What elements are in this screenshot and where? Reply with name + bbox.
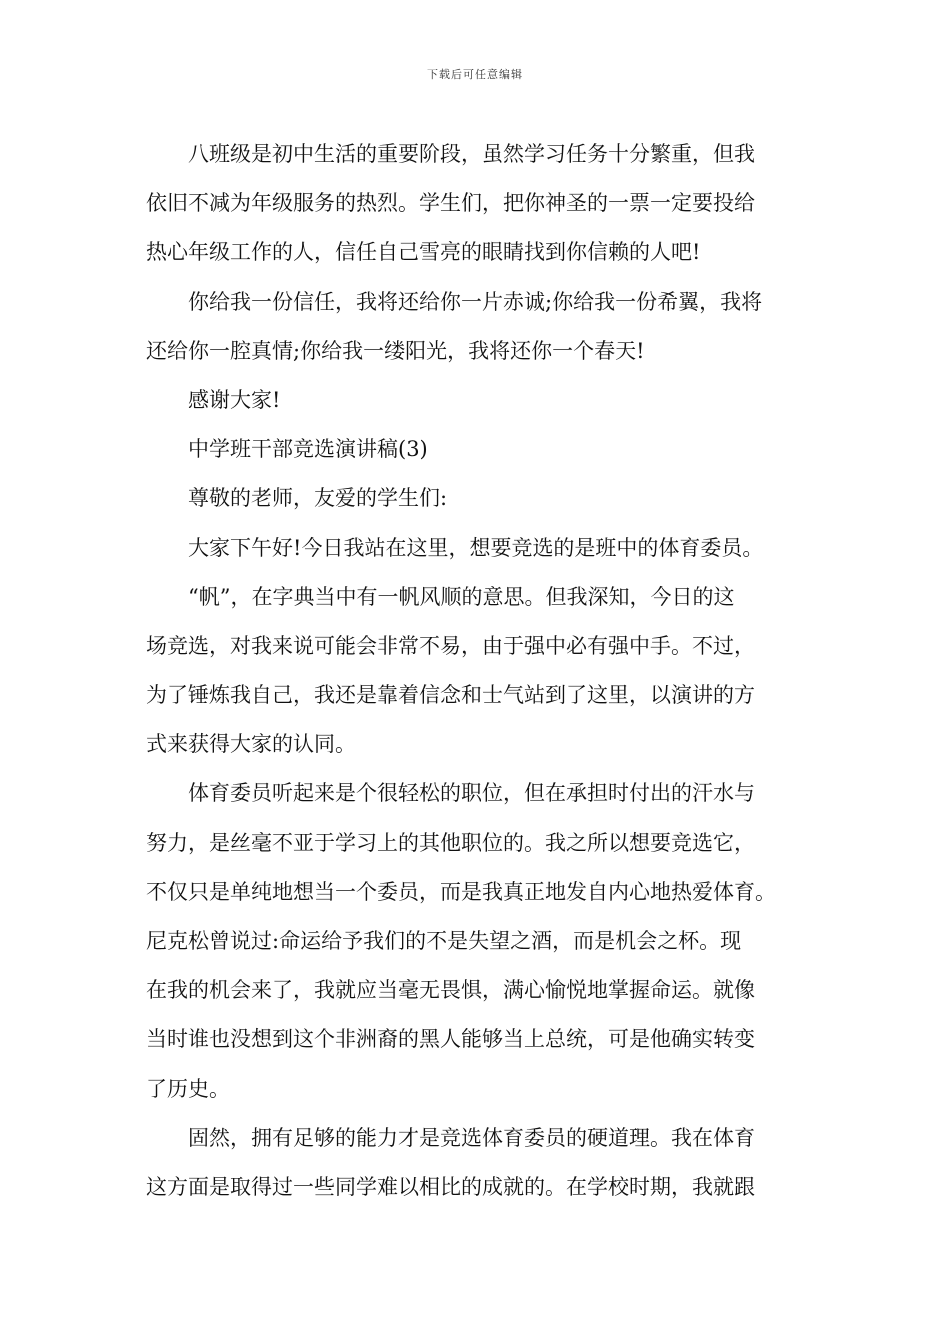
text-line: 当时谁也没想到这个非洲裔的黑人能够当上总统，可是他确实转变: [146, 1027, 755, 1052]
text-line: 尼克松曾说过:命运给予我们的不是失望之酒，而是机会之杯。现: [146, 929, 742, 953]
text-line: 这方面是取得过一些同学难以相比的成就的。在学校时期，我就跟: [146, 1174, 755, 1199]
text-line: 式来获得大家的认同。: [146, 732, 356, 757]
text-line: 中学班干部竞选演讲稿(3): [188, 437, 428, 462]
text-line: 还给你一腔真情;你给我一缕阳光，我将还你一个春天!: [146, 338, 645, 363]
text-line: 不仅只是单纯地想当一个委员，而是我真正地发自内心地热爱体育。: [146, 879, 776, 904]
text-line: 尊敬的老师，友爱的学生们:: [188, 486, 448, 511]
text-line: 场竞选，对我来说可能会非常不易，由于强中必有强中手。不过，: [146, 633, 755, 658]
text-line: 你给我一份信任，我将还给你一片赤诚;你给我一份希翼，我将: [188, 289, 763, 314]
text-line: 大家下午好!今日我站在这里，想要竞选的是班中的体育委员。: [188, 535, 764, 560]
text-line: 体育委员听起来是个很轻松的职位，但在承担时付出的汗水与: [188, 781, 755, 806]
text-line: 在我的机会来了，我就应当毫无畏惧，满心愉悦地掌握命运。就像: [146, 978, 755, 1003]
text-line: 努力，是丝毫不亚于学习上的其他职位的。我之所以想要竞选它，: [146, 830, 755, 855]
text-line: 热心年级工作的人，信任自己雪亮的眼睛找到你信赖的人吧!: [146, 240, 701, 265]
header-note: 下载后可任意编辑: [427, 68, 523, 81]
text-line: 了历史。: [146, 1076, 230, 1101]
text-line: 八班级是初中生活的重要阶段，虽然学习任务十分繁重，但我: [188, 142, 755, 166]
text-line: 固然，拥有足够的能力才是竞选体育委员的硬道理。我在体育: [188, 1125, 755, 1150]
text-line: 感谢大家!: [188, 387, 281, 412]
text-line: 为了锤炼我自己，我还是靠着信念和士气站到了这里，以演讲的方: [146, 683, 755, 708]
document-body: [146, 130, 806, 1212]
text-line: 依旧不减为年级服务的热烈。学生们，把你神圣的一票一定要投给: [146, 191, 755, 216]
text-line: “帆”，在字典当中有一帆风顺的意思。但我深知，今日的这: [188, 584, 735, 609]
